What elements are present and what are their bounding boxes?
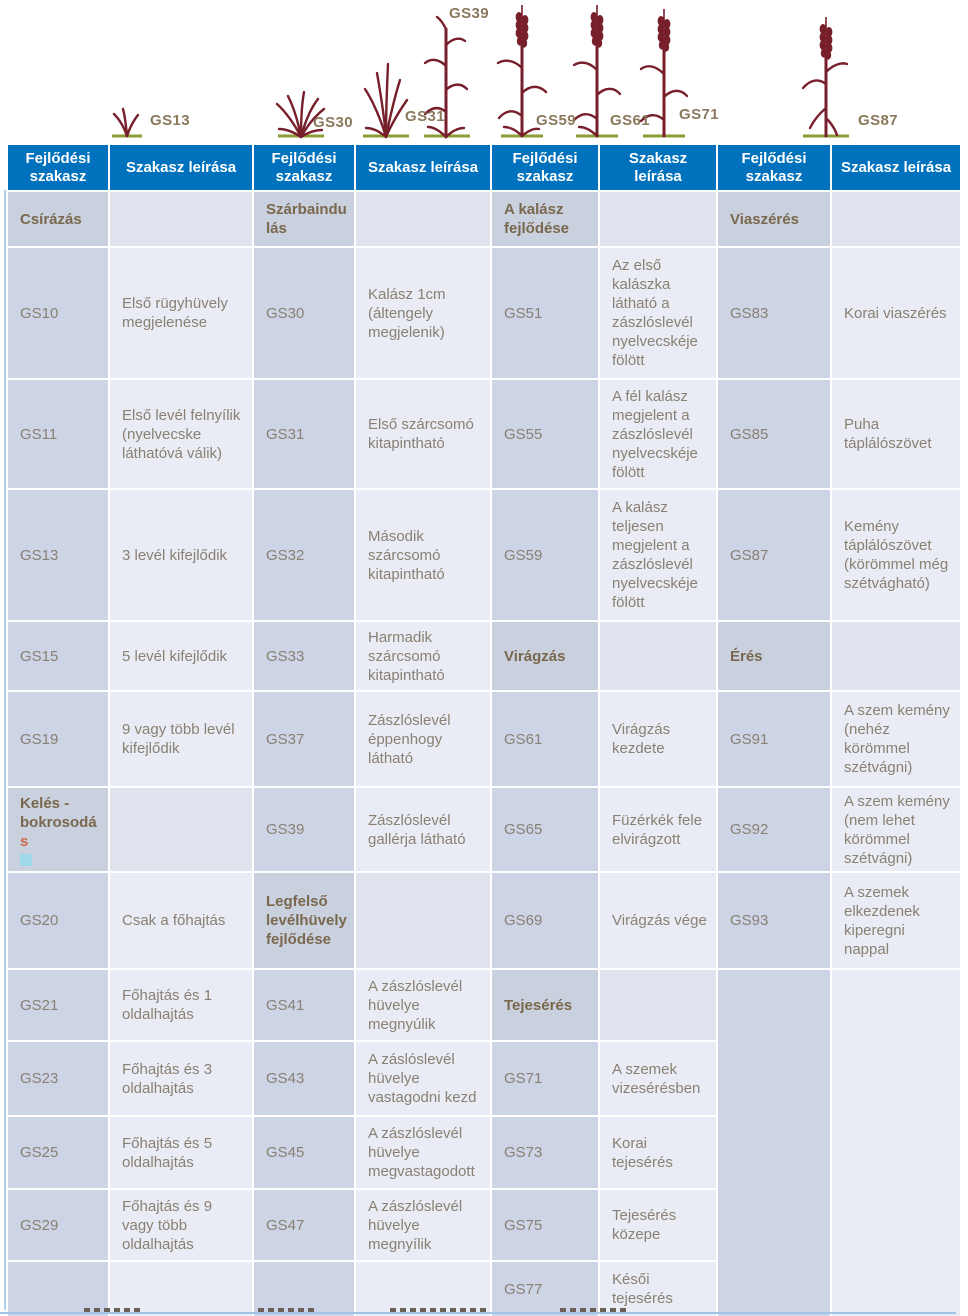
stage-desc-cell: Zászlóslevél éppenhogy látható [356,692,490,786]
table-outer-border-bottom [0,1312,956,1314]
stage-code-cell: GS73 [492,1117,598,1188]
stage-code-cell: GS25 [8,1117,108,1188]
column-header-stage: Fejlődési szakasz [8,145,108,190]
stage-desc-cell: Tejesérés közepe [600,1190,716,1260]
section-header-cell: Virágzás [492,622,598,690]
section-header-cell: Érés [718,622,830,690]
stage-code-cell: GS51 [492,248,598,378]
stage-desc-cell: A zászlóslevél hüvelye megnyílik [356,1190,490,1260]
stage-code-cell: GS47 [254,1190,354,1260]
stage-code-cell: GS39 [254,788,354,871]
stage-code-cell: GS91 [718,692,830,786]
plant-stems-and-leaves [114,17,847,137]
stage-label-gs39: GS39 [449,5,489,22]
section-header-cell: Szárbaindulás [254,192,354,246]
stage-desc-cell: A szem kemény (nehéz körömmel szétvágni) [832,692,960,786]
stage-desc-cell: A kalász teljesen megjelent a zászlóslevél nyelvecskéje fölött [600,490,716,620]
section-desc-empty-cell [110,788,252,871]
stage-code-cell: GS55 [492,380,598,488]
stage-code-cell: GS41 [254,970,354,1040]
stage-desc-cell: Főhajtás és 1 oldalhajtás [110,970,252,1040]
stage-code-cell: GS65 [492,788,598,871]
section-header-text: Kelés - bokrosodás [20,794,104,866]
stage-desc-cell: A fél kalász megjelent a zászlóslevél nyelvecskéje fölött [600,380,716,488]
cut-off-text-fragment [560,1308,626,1312]
stage-code-cell: GS33 [254,622,354,690]
stage-desc-cell: Kalász 1cm (áltengely megjelenik) [356,248,490,378]
stage-desc-cell: 5 levél kifejlődik [110,622,252,690]
stage-code-cell: GS45 [254,1117,354,1188]
column-header-stage: Fejlődési szakasz [254,145,354,190]
stage-label-gs59: GS59 [536,112,576,129]
stage-code-cell: GS77 [492,1262,598,1316]
section-desc-empty-cell [356,873,490,968]
stage-code-cell: GS29 [8,1190,108,1260]
stage-desc-cell: Puha táplálószövet [832,380,960,488]
section-header-cell: A kalász fejlődése [492,192,598,246]
stage-desc-cell: Első levél felnyílik (nyelvecske láthatóvá válik) [110,380,252,488]
section-desc-empty-cell [832,622,960,690]
stage-desc-cell: Korai tejesérés [600,1117,716,1188]
stage-code-cell: GS30 [254,248,354,378]
section-desc-empty-cell [600,622,716,690]
stage-code-cell: GS23 [8,1042,108,1115]
stage-code-cell: GS20 [8,873,108,968]
stage-desc-cell: A szemek elkezdenek kiperegni nappal [832,873,960,968]
stage-code-cell: GS37 [254,692,354,786]
column-header-desc: Szakasz leírása [356,145,490,190]
stage-desc-cell: Az első kalászka látható a zászlóslevél nyelvecskéje fölött [600,248,716,378]
stage-desc-cell: Késői tejesérés [600,1262,716,1316]
stage-code-cell: GS75 [492,1190,598,1260]
stage-desc-cell: Első szárcsomó kitapintható [356,380,490,488]
stage-code-cell: GS93 [718,873,830,968]
section-desc-empty-cell [600,192,716,246]
stage-label-gs71: GS71 [679,106,719,123]
stage-desc-cell: Virágzás vége [600,873,716,968]
cut-off-text-fragment [84,1308,140,1312]
stage-code-cell: GS61 [492,692,598,786]
stage-desc-cell: A zászlóslevél hüvelye megvastagodott [356,1117,490,1188]
stage-desc-cell: 9 vagy több levél kifejlődik [110,692,252,786]
stage-label-gs87: GS87 [858,112,898,129]
stage-label-gs30: GS30 [313,114,353,131]
stage-desc-cell: Zászlóslevél gallérja látható [356,788,490,871]
empty-stage-cell [718,970,830,1316]
stage-desc-cell: Korai viaszérés [832,248,960,378]
stage-desc-cell: Kemény táplálószövet (körömmel még szétvágható) [832,490,960,620]
column-header-desc: Szakasz leírása [832,145,960,190]
stage-code-cell: GS15 [8,622,108,690]
stage-desc-cell: A szem kemény (nem lehet körömmel szétvágni) [832,788,960,871]
stage-desc-cell: Csak a főhajtás [110,873,252,968]
stage-desc-cell: A szemek vizesérésben [600,1042,716,1115]
column-header-desc: Szakasz leírása [600,145,716,190]
stage-code-cell: GS19 [8,692,108,786]
wheat-stages-banner [0,0,968,145]
stage-desc-cell: Második szárcsomó kitapintható [356,490,490,620]
section-header-cell: Legfelső levélhüvely fejlődése [254,873,354,968]
section-desc-empty-cell [600,970,716,1040]
stage-code-cell: GS83 [718,248,830,378]
stage-desc-cell: Füzérkék fele elvirágzott [600,788,716,871]
stage-label-gs61: GS61 [610,112,650,129]
stage-code-cell: GS59 [492,490,598,620]
column-header-stage: Fejlődési szakasz [492,145,598,190]
cut-off-text-fragment [258,1308,316,1312]
stage-label-gs31: GS31 [405,108,445,125]
cut-off-text-fragment [390,1308,486,1312]
stage-desc-cell: Főhajtás és 9 vagy több oldalhajtás [110,1190,252,1260]
stage-label-gs13: GS13 [150,112,190,129]
stage-desc-cell: Virágzás kezdete [600,692,716,786]
stage-code-cell: GS69 [492,873,598,968]
column-header-desc: Szakasz leírása [110,145,252,190]
column-header-stage: Fejlődési szakasz [718,145,830,190]
stage-desc-cell: A záslóslevél hüvelye vastagodni kezd [356,1042,490,1115]
grain-ears [516,5,833,60]
section-header-cell: Csírázás [8,192,108,246]
section-accent-letter: s [20,832,29,850]
stage-desc-cell: Harmadik szárcsomó kitapintható [356,622,490,690]
stage-code-cell: GS43 [254,1042,354,1115]
cursor-artifact [20,854,32,866]
stage-desc-cell: A zászlóslevél hüvelye megnyúlik [356,970,490,1040]
table-outer-border-left [4,190,6,1310]
stage-code-cell: GS11 [8,380,108,488]
section-desc-empty-cell [832,192,960,246]
growth-stage-table [8,145,960,1316]
stage-code-cell: GS32 [254,490,354,620]
section-desc-empty-cell [110,192,252,246]
stage-code-cell: GS13 [8,490,108,620]
section-header-cell [8,788,108,871]
section-header-cell: Viaszérés [718,192,830,246]
stage-code-cell: GS85 [718,380,830,488]
stage-code-cell: GS71 [492,1042,598,1115]
stage-desc-cell: 3 levél kifejlődik [110,490,252,620]
stage-desc-cell: Főhajtás és 5 oldalhajtás [110,1117,252,1188]
section-header-cell: Tejesérés [492,970,598,1040]
stage-code-cell: GS21 [8,970,108,1040]
section-desc-empty-cell [356,192,490,246]
stage-code-cell: GS92 [718,788,830,871]
stage-code-cell: GS87 [718,490,830,620]
stage-code-cell: GS31 [254,380,354,488]
stage-desc-cell: Első rügyhüvely megjelenése [110,248,252,378]
stage-code-cell: GS10 [8,248,108,378]
stage-desc-cell: Főhajtás és 3 oldalhajtás [110,1042,252,1115]
empty-desc-cell [832,970,960,1316]
